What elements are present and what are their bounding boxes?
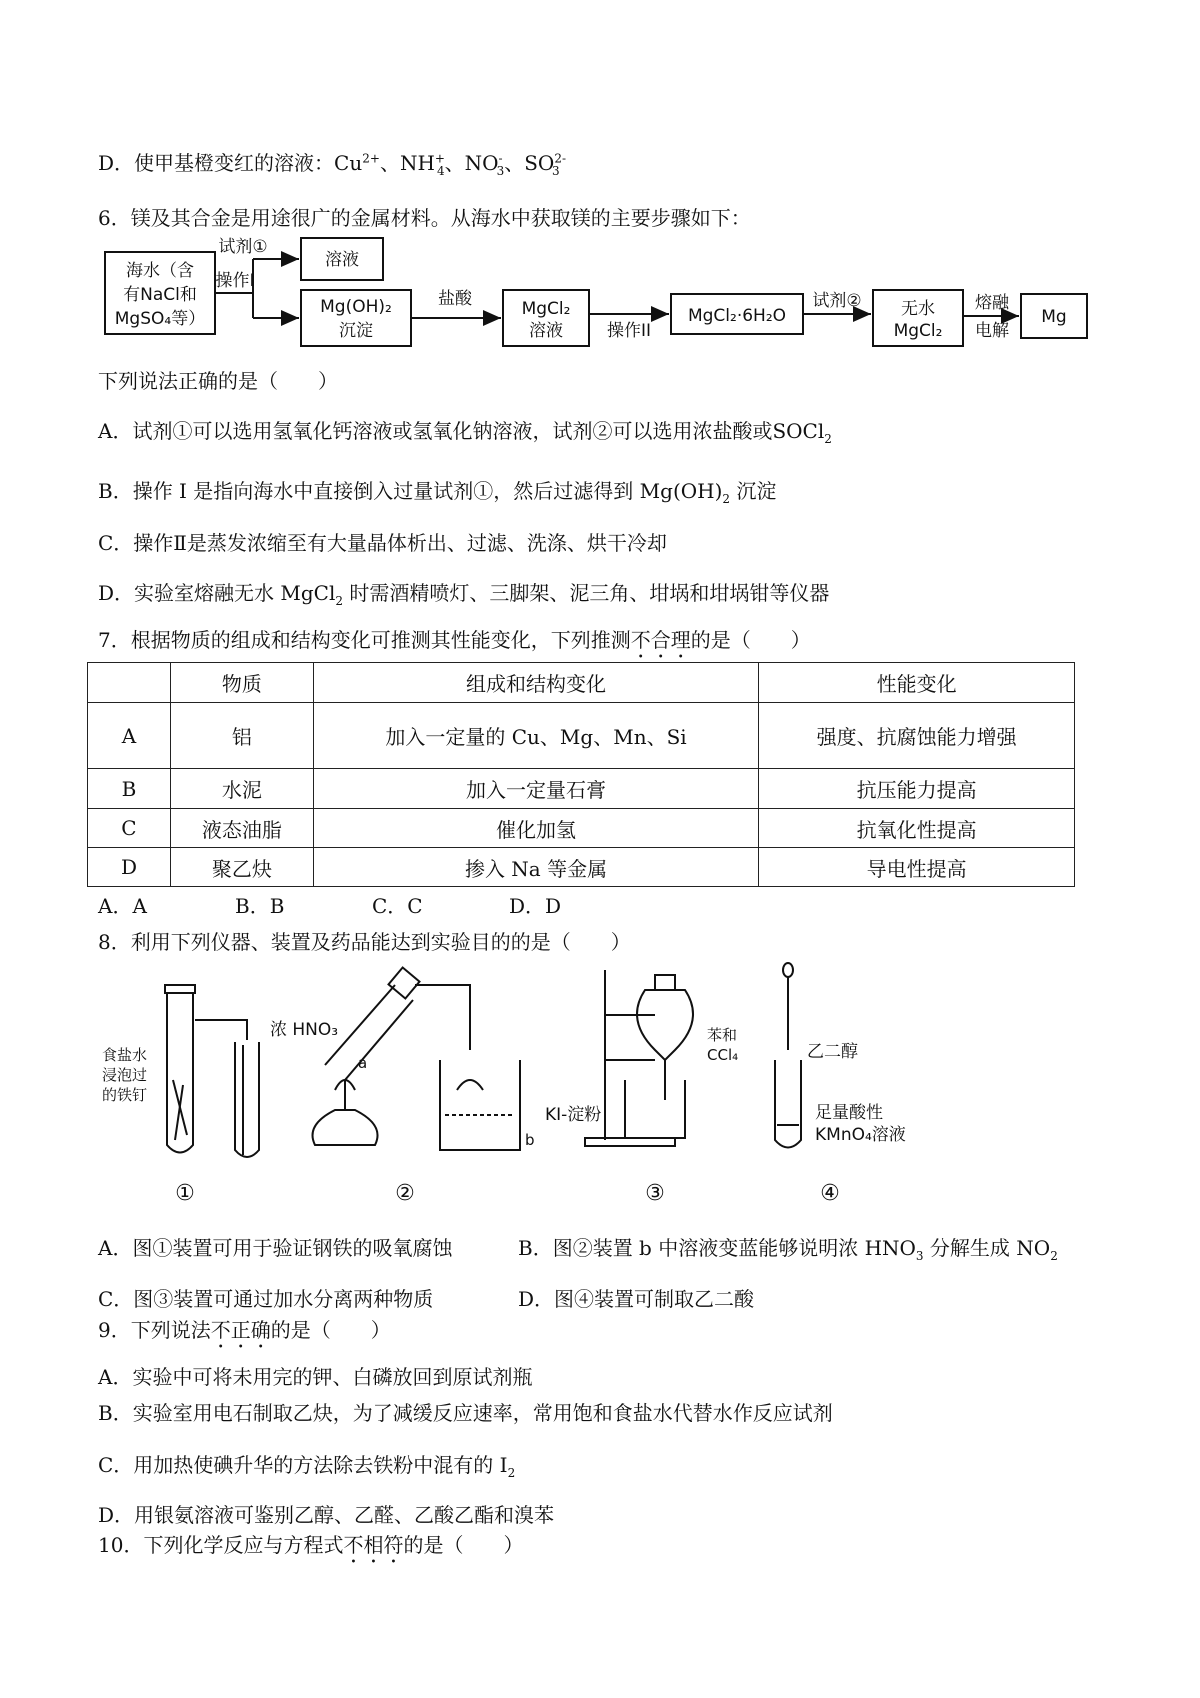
fc-hydrate: MgCl₂·6H₂O [687,306,787,326]
fig1-label-1: 食盐水 [102,1046,148,1064]
q8-option-a: A．图①装置可用于验证钢铁的吸氧腐蚀 [98,1236,453,1260]
q7-table [87,662,1075,887]
fig2-label-a: a [358,1054,368,1072]
q8-option-b: B．图②装置 b 中溶液变蓝能够说明浓 $HNO_3$ 分解生成 $NO_2$ [518,1236,1058,1263]
fig1-number: ① [175,1181,195,1206]
q6-stem: 6．镁及其合金是用途很广的金属材料。从海水中获取镁的主要步骤如下： [98,206,751,230]
q9-option-c: C．用加热使碘升华的方法除去铁粉中混有的 $I_2$ [98,1453,516,1480]
q6-option-b: B．操作 I 是指向海水中直接倒入过量试剂①，然后过滤得到 $Mg(OH)_2$ 沉淀 [98,479,777,506]
q7-option-d: D．D [509,894,562,918]
fc-hcl: 盐酸 [438,289,472,309]
q7-row-c: C 液态油脂 催化加氢 抗氧化性提高 [88,809,1075,848]
q6-option-a: A．试剂①可以选用氢氧化钙溶液或氢氧化钠溶液，试剂②可以选用浓盐酸或SOCl$_2$ [98,419,832,446]
q6-option-d: D．实验室熔融无水 MgCl$_2$ 时需酒精喷灯、三脚架、泥三角、坩埚和坩埚钳等仪器 [98,581,830,608]
fc-op2: 操作II [606,321,652,341]
fig4-number: ④ [820,1181,840,1206]
fig2-ki-label: KI-淀粉 [545,1105,602,1125]
q7-header-cell: 组成和结构变化 [313,663,759,703]
fc-reagent1: 试剂① [218,237,268,257]
q8-stem: 8．利用下列仪器、装置及药品能达到实验目的的是（ ） [98,930,631,954]
fig1-label-3: 的铁钉 [102,1086,148,1104]
q7-row-d: D 聚乙炔 掺入 Na 等金属 导电性提高 [88,848,1075,887]
q7-options [98,893,561,919]
fig4-glycol-label: 乙二醇 [807,1042,858,1062]
fc-melt-1: 熔融 [975,293,1009,313]
q7-header-cell [88,663,171,703]
q7-row-a: A 铝 加入一定量的 Cu、Mg、Mn、Si 强度、抗腐蚀能力增强 [88,703,1075,769]
q8-option-c: C．图③装置可通过加水分离两种物质 [98,1287,434,1311]
q7-option-b: B．B [235,894,285,918]
fc-anhyd-2: MgCl₂ [893,321,943,341]
q7-header-cell: 性能变化 [759,663,1075,703]
fc-seawater-2: 有NaCl和 [123,285,197,305]
q5-option-d: D．使甲基橙变红的溶液：$Cu^{2+}$、$NH^+_4$、$NO^-_3$、$SO^{2-}_3$ [98,151,567,178]
q8-apparatus-figure [95,960,1025,1215]
fig4-label-1: 足量酸性 [815,1103,883,1123]
fig3-number: ③ [645,1181,665,1206]
q7-option-c: C．C [372,894,423,918]
q7-header-row [88,663,1075,703]
q9-option-a: A．实验中可将未用完的钾、白磷放回到原试剂瓶 [98,1365,533,1389]
q6-flowchart [103,236,1093,356]
q7-stem: 7．根据物质的组成和结构变化可推测其性能变化，下列推测不合理的是（ ） [98,628,811,652]
fig2-label-b: b [525,1131,535,1149]
fc-mgcl-2: 溶液 [529,321,563,341]
q10-stem: 10．下列化学反应与方程式不相符的是（ ） [98,1533,524,1557]
fc-seawater-1: 海水（含 [126,261,194,281]
fig2-number: ② [395,1181,415,1206]
q9-option-d: D．用银氨溶液可鉴别乙醇、乙醛、乙酸乙酯和溴苯 [98,1503,555,1527]
fc-mgoh-2: 沉淀 [339,321,373,341]
q8-option-d: D．图④装置可制取乙二酸 [518,1287,755,1311]
q6-option-c: C．操作Ⅱ是蒸发浓缩至有大量晶体析出、过滤、洗涤、烘干冷却 [98,531,667,555]
fc-mg: Mg [1041,307,1067,327]
fc-seawater-3: MgSO₄等） [114,309,206,329]
fig2-hno3-label: 浓 HNO₃ [270,1020,339,1040]
fig4-label-2: KMnO₄溶液 [815,1125,906,1145]
fc-solution: 溶液 [325,250,359,270]
fc-op1: 操作I [215,271,255,291]
q7-header-cell: 物质 [170,663,313,703]
fc-anhyd-1: 无水 [901,299,935,319]
fig3-label-1: 苯和 [707,1026,738,1044]
fig3-label-2: CCl₄ [707,1046,739,1064]
fig4-test-tube-apparatus [775,963,801,1148]
fc-reagent2: 试剂② [812,291,862,311]
fig1-tube-apparatus [165,985,259,1157]
fig1-label-2: 浸泡过 [102,1066,148,1084]
fc-mgoh-1: Mg(OH)₂ [320,297,392,317]
q6-ask: 下列说法正确的是（ ） [98,369,338,393]
q9-stem: 9．下列说法不正确的是（ ） [98,1318,391,1342]
fc-melt-2: 电解 [975,321,1009,341]
q7-option-a: A．A [98,894,147,918]
fig2-distillation-apparatus [313,968,521,1150]
q7-row-b: B 水泥 加入一定量石膏 抗压能力提高 [88,769,1075,809]
q9-option-b: B．实验室用电石制取乙炔，为了减缓反应速率，常用饱和食盐水代替水作反应试剂 [98,1401,833,1425]
fc-mgcl-1: MgCl₂ [521,299,571,319]
